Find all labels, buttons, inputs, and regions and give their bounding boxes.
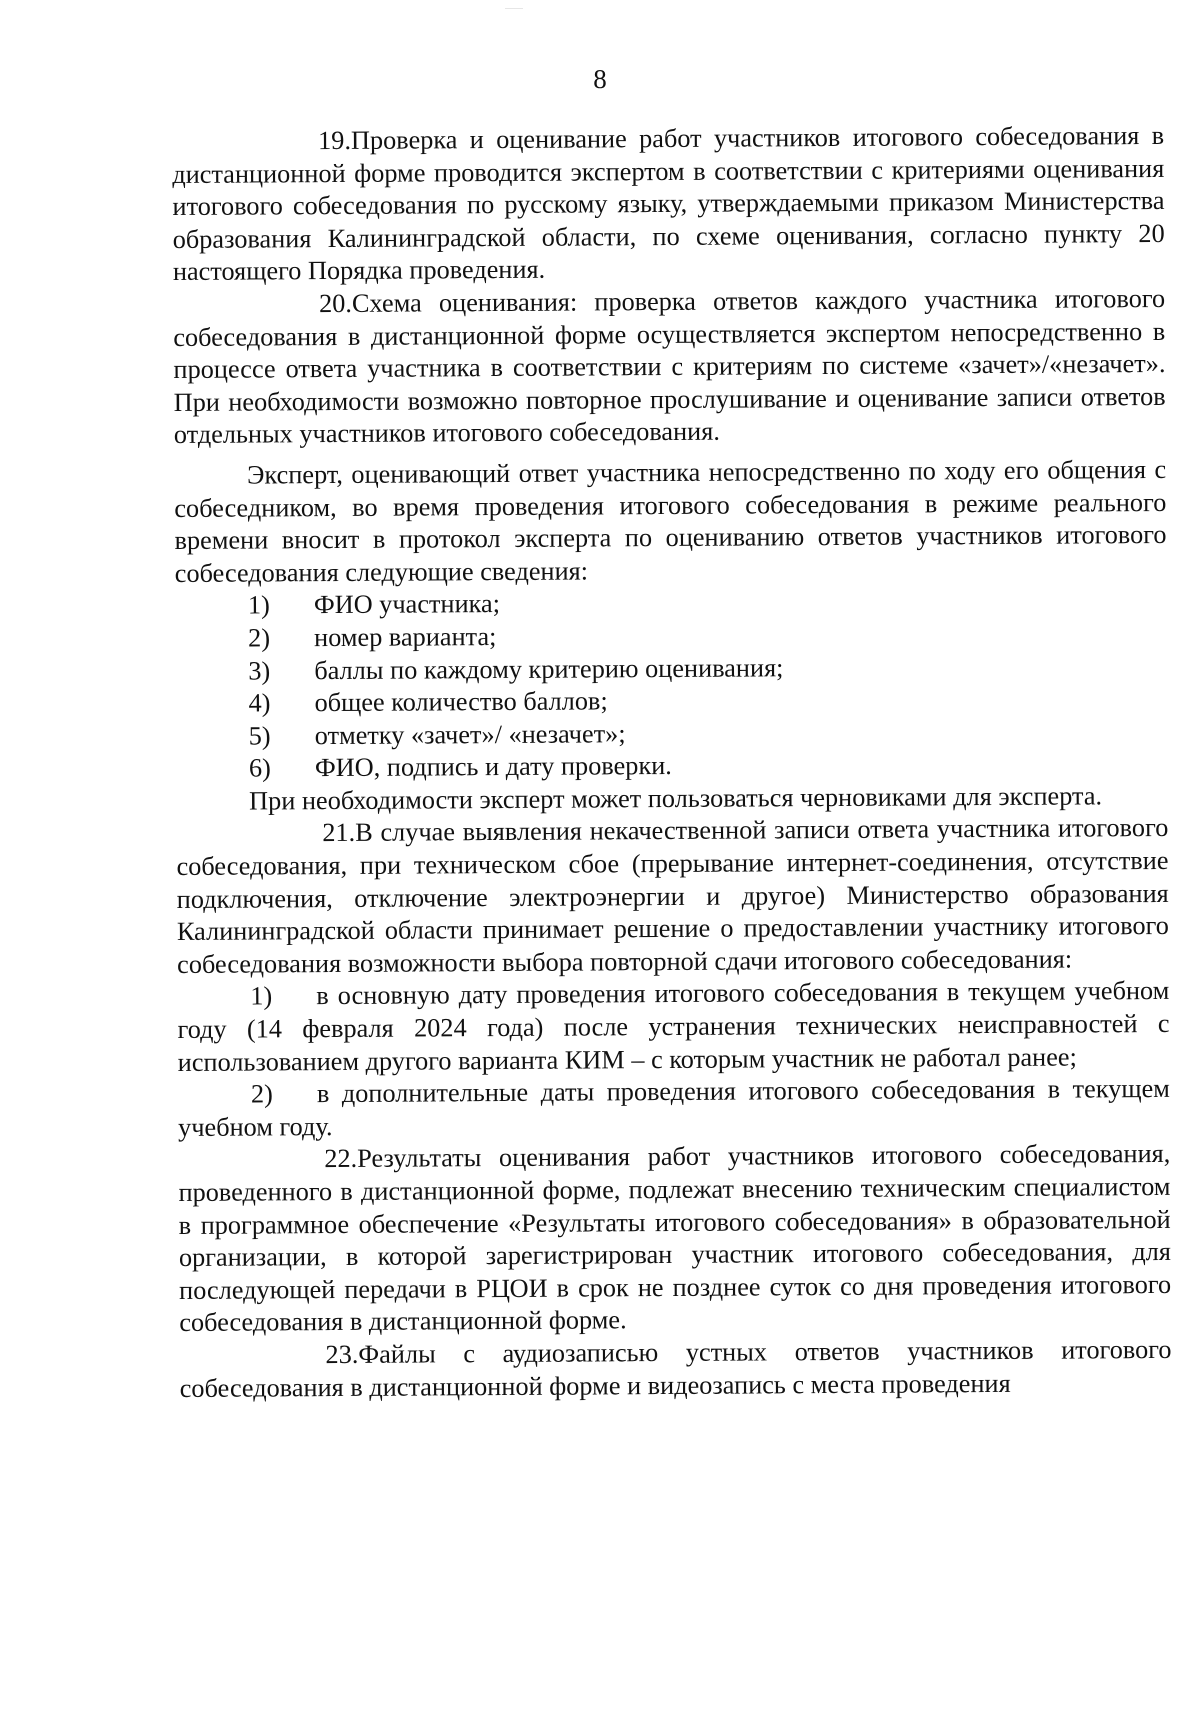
- list-marker: 2): [250, 1079, 273, 1109]
- paragraph-text: Результаты оценивания работ участников итогового собеседования, проведенного в дистанционной форме, подлежат внесению техническим специалистом в программное обеспечение «Результаты итогового собеседования» в образовательной организации, в которой зарегистрирован участник итогового собеседования, для последующей передачи в РЦОИ в срок не позднее суток со дня проведения итогового собеседования в дистанционной форме.: [178, 1139, 1172, 1338]
- paragraph-text: Проверка и оценивание работ участников итогового собеседования в дистанционной форме проводится экспертом в соответствии с критериями оценивания итогового собеседования по русскому языку, утверждаемыми приказом Министерства образования Калининградской области, по схеме оценивания, согласно пункту 20 настоящего Порядка проведения.: [172, 120, 1165, 287]
- paragraph-number: 23.: [325, 1339, 359, 1370]
- list-marker: 1): [247, 590, 270, 620]
- page-number: 8: [593, 64, 607, 94]
- document-body: [172, 120, 1172, 1405]
- list-item-text: отметку «зачет»/ «незачет»;: [314, 718, 626, 750]
- scan-artifact: [505, 8, 523, 9]
- retake-option-2: [178, 1073, 1170, 1144]
- paragraph-number: 22.: [324, 1144, 358, 1174]
- list-item-text: ФИО участника;: [313, 589, 501, 620]
- list-item-text: баллы по каждому критерию оценивания;: [314, 652, 784, 685]
- list-marker: 4): [248, 688, 271, 718]
- list-marker: 6): [248, 753, 271, 783]
- paragraph-text: Схема оценивания: проверка ответов каждого участника итогового собеседования в дистанционной форме осуществляется экспертом непосредственно в процессе ответа участника в соответствии с критериям по системе «зачет»/«незачет». При необходимости возможно повторное прослушивание и оценивание записи ответов отдельных участников итогового собеседования.: [173, 283, 1166, 450]
- paragraph-21: [176, 812, 1169, 981]
- paragraph-19: [172, 120, 1165, 289]
- list-item-text: ФИО, подпись и дату проверки.: [314, 751, 672, 783]
- list-item-text: в дополнительные даты проведения итогового собеседования в текущем учебном году.: [178, 1074, 1170, 1142]
- paragraph-20: [173, 283, 1166, 452]
- retake-option-1: [177, 975, 1170, 1079]
- list-marker: 3): [248, 655, 271, 686]
- list-item-text: общее количество баллов;: [314, 686, 608, 718]
- list-item-text: в основную дату проведения итогового собеседования в текущем учебном году (14 февраля 2024 года) после устранения технических неисправностей с использованием другого варианта КИМ – с которым участник не работал ранее;: [177, 976, 1170, 1077]
- paragraph-23: [179, 1334, 1171, 1405]
- paragraph-number: 19.: [318, 125, 352, 156]
- list-marker: 2): [248, 623, 271, 653]
- paragraph-text: Файлы с аудиозаписью устных ответов участников итогового собеседования в дистанционной форме и видеозапись с места проведения: [179, 1334, 1172, 1403]
- paragraph-22: [178, 1138, 1171, 1340]
- paragraph-number: 20.: [318, 288, 353, 319]
- expert-info-list: [175, 584, 1168, 786]
- list-marker: 1): [250, 981, 273, 1011]
- paragraph-expert-intro: Эксперт, оценивающий ответ участника непосредственно по ходу его общения с собеседником, во время проведения итогового собеседования в режиме реального времени вносит в протокол эксперта по оцениванию ответов участников итогового собеседования следующие сведения:: [174, 454, 1167, 588]
- paragraph-number: 21.: [322, 818, 356, 848]
- list-item-text: номер варианта;: [314, 621, 497, 653]
- list-marker: 5): [248, 721, 271, 751]
- paragraph-drafts-note: При необходимости эксперт может пользоваться черновиками для эксперта.: [249, 781, 1103, 816]
- paragraph-text: В случае выявления некачественной записи ответа участника итогового собеседования, при техническом сбое (прерывание интернет-соединения, отсутствие подключения, отключение электроэнергии и другое) Министерство образования Калининградской области принимает решение о предоставлении участнику итогового собеседования возможности выбора повторной сдачи итогового собеседования:: [176, 813, 1169, 979]
